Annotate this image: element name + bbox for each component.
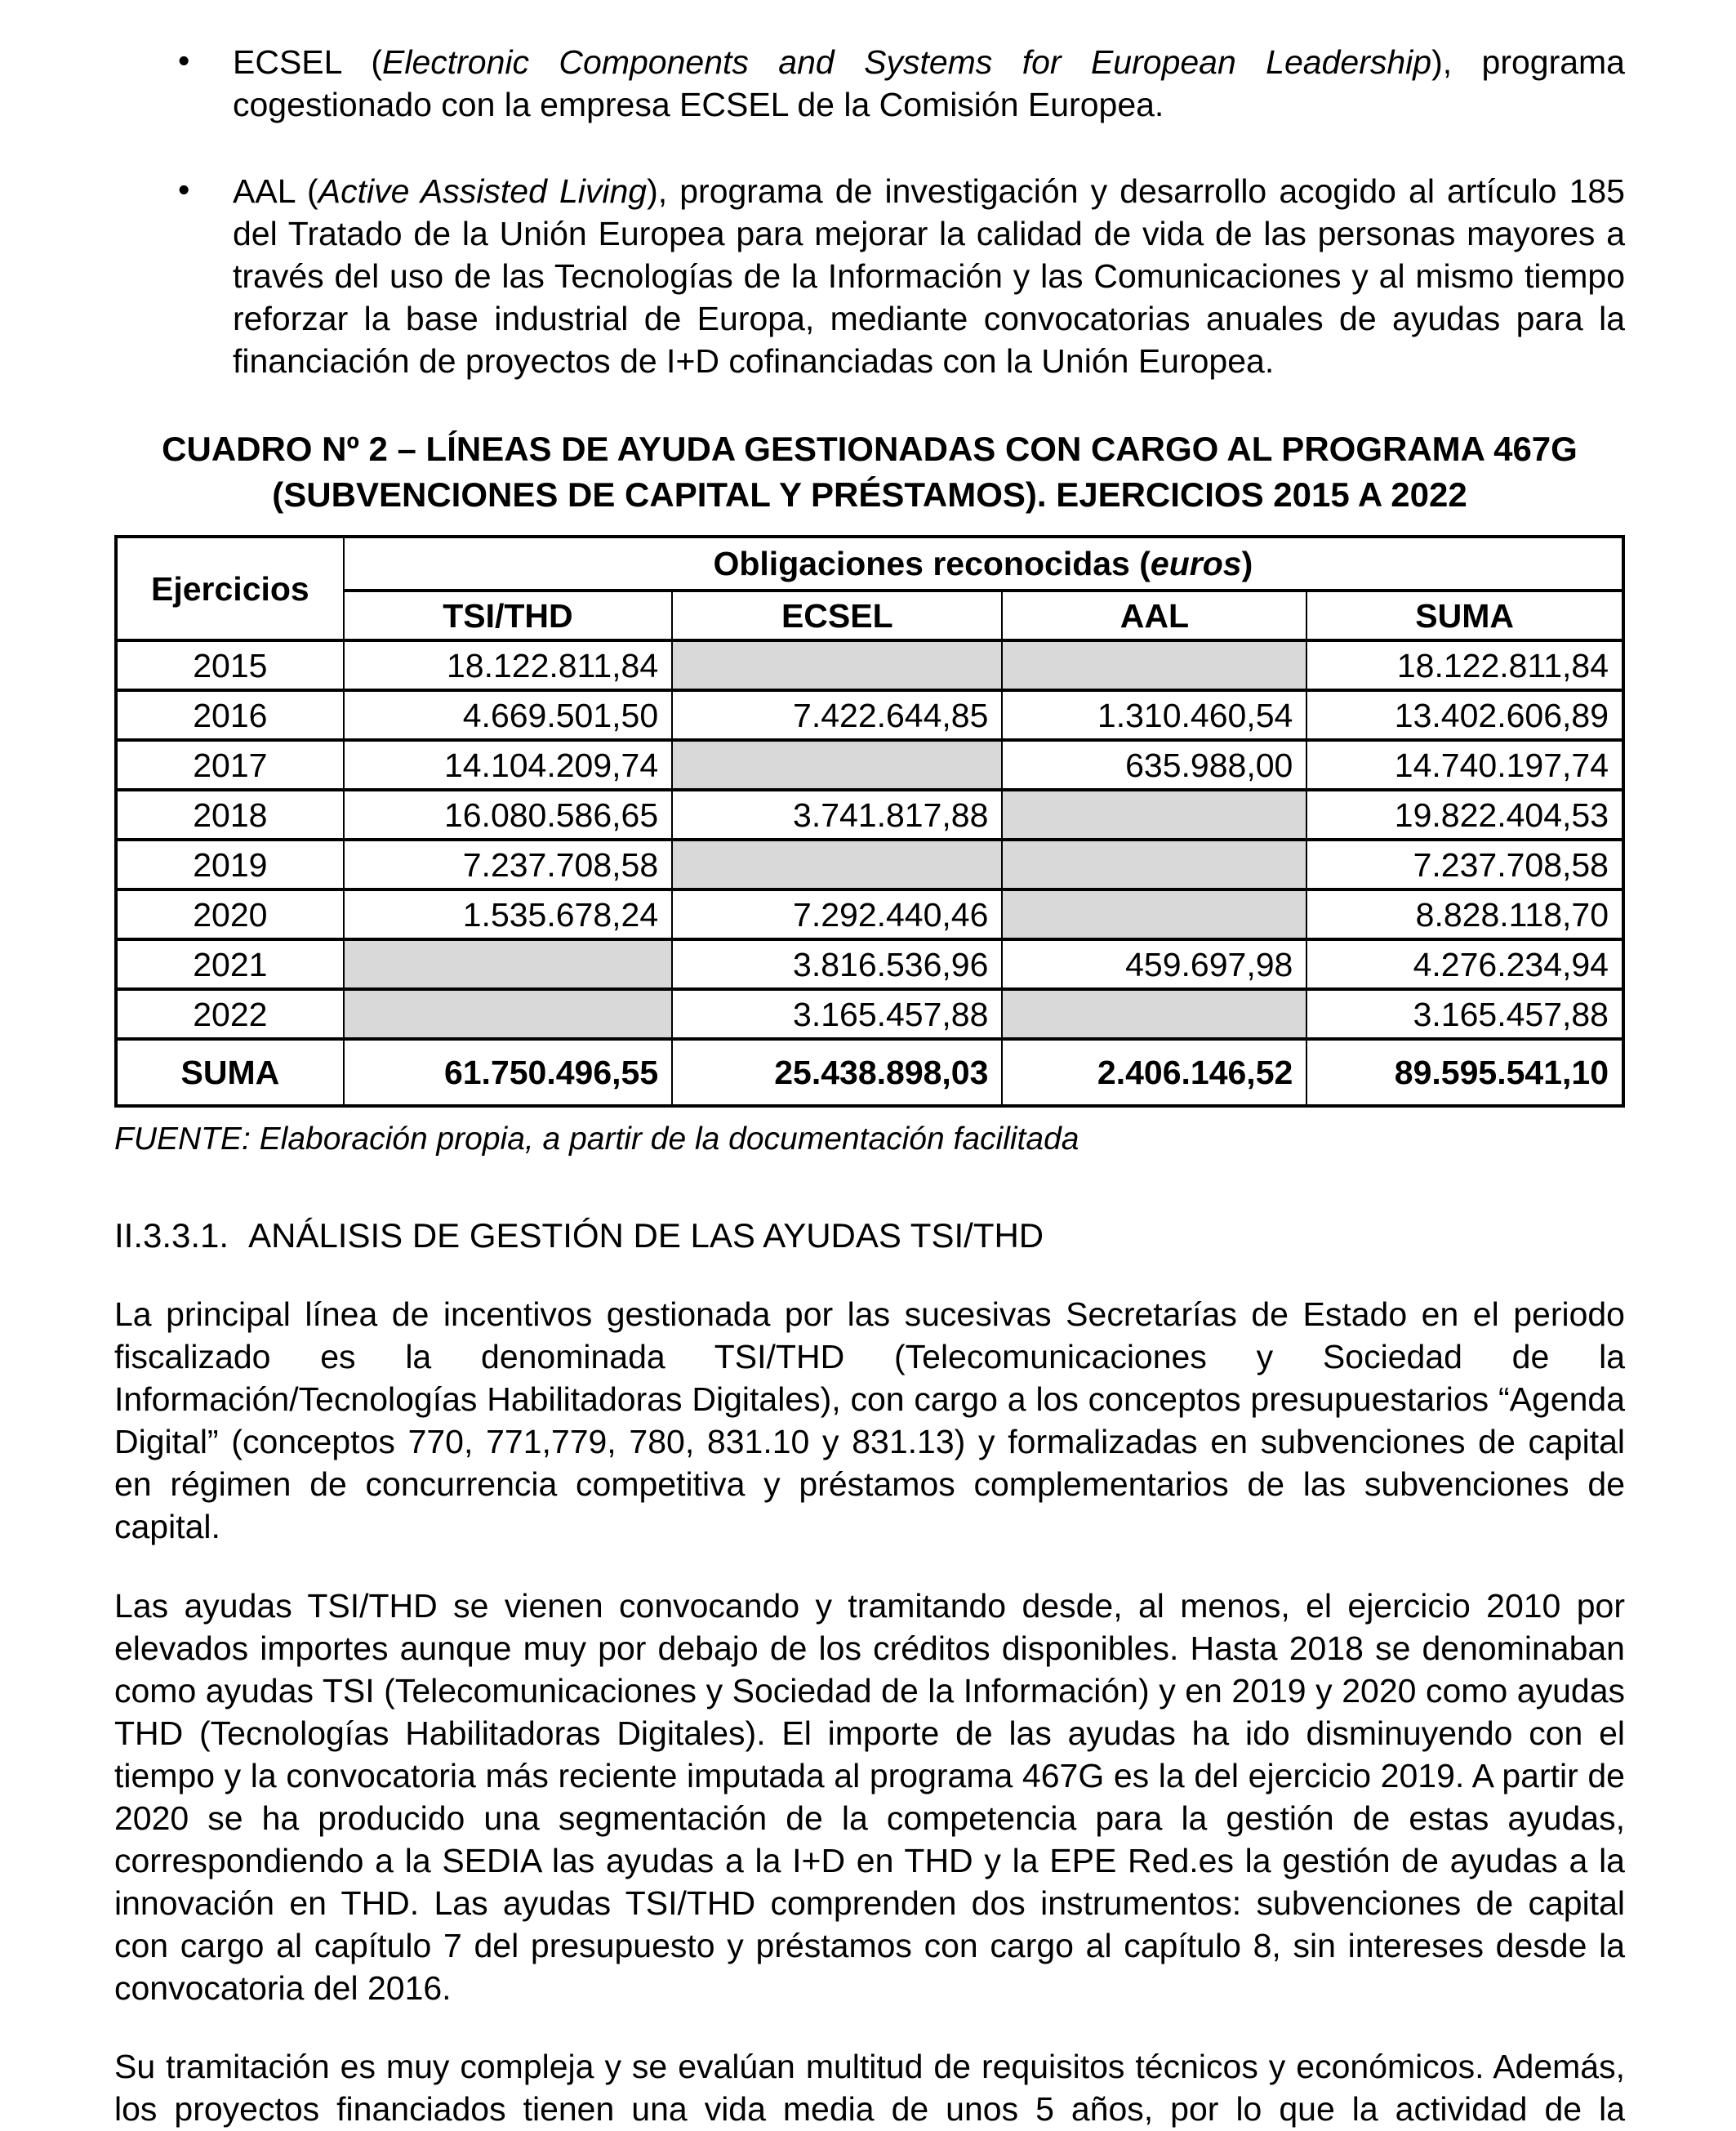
value-cell-suma: 3.165.457,88 [1306,989,1623,1039]
text-run: AAL ( [233,172,318,211]
value-cell-aal-empty [1002,790,1306,840]
value-cell-tsi: 18.122.811,84 [344,640,672,690]
value-cell-ecsel-empty [672,740,1002,790]
bullet-icon: • [178,171,190,209]
value-cell-aal-empty [1002,989,1306,1039]
value-cell-aal-empty [1002,889,1306,939]
value-cell-aal: 635.988,00 [1002,740,1306,790]
paragraph-1: La principal línea de incentivos gestionada por las sucesivas Secretarías de Estado en el periodo fiscalizado es la denominada TSI/THD (Telecomunicaciones y Sociedad de la Información/Tecnologías Habilitadoras Digitales), con cargo a los conceptos presupuestarios “Agenda Digital” (conceptos 770, 771,779, 780, 831.10 y 831.13) y formalizadas en subvenciones de capital en régimen de concurrencia competitiva y préstamos complementarios de las subvenciones de capital. [114,1295,1625,1546]
bullet-list [114,41,1625,382]
value-cell-tsi: 7.237.708,58 [344,840,672,889]
value-cell-ecsel: 7.292.440,46 [672,889,1002,939]
table-head [116,537,1623,640]
col-header-ecsel: ECSEL [672,591,1002,640]
value-cell-tsi-empty [344,989,672,1039]
text-run: ECSEL ( [233,43,382,81]
value-cell-suma: 14.740.197,74 [1306,740,1623,790]
value-cell-tsi-empty [344,939,672,989]
value-cell-tsi: 1.535.678,24 [344,889,672,939]
source-note: FUENTE: Elaboración propia, a partir de la documentación facilitada [114,1121,1079,1157]
total-value-ecsel: 25.438.898,03 [672,1039,1002,1106]
text-run: ), programa cogestionado con la empresa ECSEL de la Comisión Europea. [233,43,1625,124]
value-cell-ecsel: 3.165.457,88 [672,989,1002,1039]
table-row-2022 [116,989,1623,1039]
table-title [114,426,1625,517]
table-row-2021 [116,939,1623,989]
year-cell: 2020 [116,889,344,939]
value-cell-ecsel: 3.816.536,96 [672,939,1002,989]
total-value-suma: 89.595.541,10 [1306,1039,1623,1106]
value-cell-aal: 1.310.460,54 [1002,690,1306,740]
table-header-row [116,537,1623,591]
year-cell: 2022 [116,989,344,1039]
value-cell-ecsel-empty [672,840,1002,889]
paragraph-2: Las ayudas TSI/THD se vienen convocando y tramitando desde, al menos, el ejercicio 2010 por elevados importes aunque muy por debajo de los créditos disponibles. Hasta 2018 se denominaban como ayudas TSI (Telecomunicaciones y Sociedad de la Información) y en 2019 y 2020 como ayudas THD (Tecnologías Habilitadoras Digitales). El importe de las ayudas ha ido disminuyendo con el tiempo y la convocatoria más reciente imputada al programa 467G es la del ejercicio 2019. A partir de 2020 se ha producido una segmentación de la competencia para la gestión de estas ayudas, correspondiendo a la SEDIA las ayudas a la I+D en THD y la EPE Red.es la gestión de ayudas a la innovación en THD. Las ayudas TSI/THD comprenden dos instrumentos: subvenciones de capital con cargo al capítulo 7 del presupuesto y préstamos con cargo al capítulo 8, sin intereses desde la convocatoria del 2016. [114,1586,1625,2008]
value-cell-tsi: 16.080.586,65 [344,790,672,840]
value-cell-aal-empty [1002,640,1306,690]
table-row-2019 [116,840,1623,889]
table-row-2017 [116,740,1623,790]
value-cell-tsi: 14.104.209,74 [344,740,672,790]
text-run-italic: Active Assisted Living [318,172,648,211]
text-run: ) [1241,545,1253,583]
table-row-2020 [116,889,1623,939]
table-row-2018 [116,790,1623,840]
list-item-ecsel [114,41,1625,126]
total-label-cell: SUMA [116,1039,344,1106]
section-heading-number: II.3.3.1. [114,1215,229,1255]
col-header-group [344,537,1623,591]
value-cell-suma: 18.122.811,84 [1306,640,1623,690]
data-table [114,535,1625,1108]
total-value-aal: 2.406.146,52 [1002,1039,1306,1106]
col-header-suma: SUMA [1306,591,1623,640]
section-heading [114,1214,1625,1257]
table-row-2015 [116,640,1623,690]
year-cell: 2016 [116,690,344,740]
value-cell-suma: 13.402.606,89 [1306,690,1623,740]
text-run-italic: Electronic Components and Systems for European Leadership [382,43,1432,81]
value-cell-tsi: 4.669.501,50 [344,690,672,740]
list-item-aal [114,170,1625,382]
paragraph-3: Su tramitación es muy compleja y se evalúan multitud de requisitos técnicos y económicos. Además, los proyectos financiados tienen una vida media de unos 5 años, por lo que la actividad de la [114,2048,1625,2129]
text-run-italic: euros [1150,545,1242,583]
year-cell: 2021 [116,939,344,989]
value-cell-ecsel: 3.741.817,88 [672,790,1002,840]
table-body [116,640,1623,1106]
table-row-2016 [116,690,1623,740]
year-cell: 2019 [116,840,344,889]
value-cell-suma: 4.276.234,94 [1306,939,1623,989]
value-cell-ecsel-empty [672,640,1002,690]
value-cell-suma: 19.822.404,53 [1306,790,1623,840]
list-item-text [233,43,1625,123]
value-cell-suma: 8.828.118,70 [1306,889,1623,939]
value-cell-ecsel: 7.422.644,85 [672,690,1002,740]
year-cell: 2015 [116,640,344,690]
bullet-icon: • [178,42,190,79]
text-run: Obligaciones reconocidas ( [713,545,1151,583]
table-row-total [116,1039,1623,1106]
table-title-line1: CUADRO Nº 2 – LÍNEAS DE AYUDA GESTIONADAS CON CARGO AL PROGRAMA 467G [162,430,1578,469]
col-header-tsi-thd: TSI/THD [344,591,672,640]
year-cell: 2018 [116,790,344,840]
total-value-tsi: 61.750.496,55 [344,1039,672,1106]
text-run: ), programa de investigación y desarrollo acogido al artículo 185 del Tratado de la Unión Europea para mejorar la calidad de vida de las personas mayores a través del uso de las Tecnologías de la Información y las Comunicaciones y al mismo tiempo reforzar la base industrial de Europa, mediante convocatorias anuales de ayudas para la financiación de proyectos de I+D cofinanciadas con la Unión Europea. [233,172,1625,381]
year-cell: 2017 [116,740,344,790]
section-heading-text: ANÁLISIS DE GESTIÓN DE LAS AYUDAS TSI/THD [248,1215,1044,1255]
table-title-line2: (SUBVENCIONES DE CAPITAL Y PRÉSTAMOS). EJERCICIOS 2015 A 2022 [272,475,1467,514]
value-cell-suma: 7.237.708,58 [1306,840,1623,889]
col-header-ejercicios: Ejercicios [116,537,344,640]
col-header-aal: AAL [1002,591,1306,640]
list-item-text [233,172,1625,380]
value-cell-aal: 459.697,98 [1002,939,1306,989]
value-cell-aal-empty [1002,840,1306,889]
